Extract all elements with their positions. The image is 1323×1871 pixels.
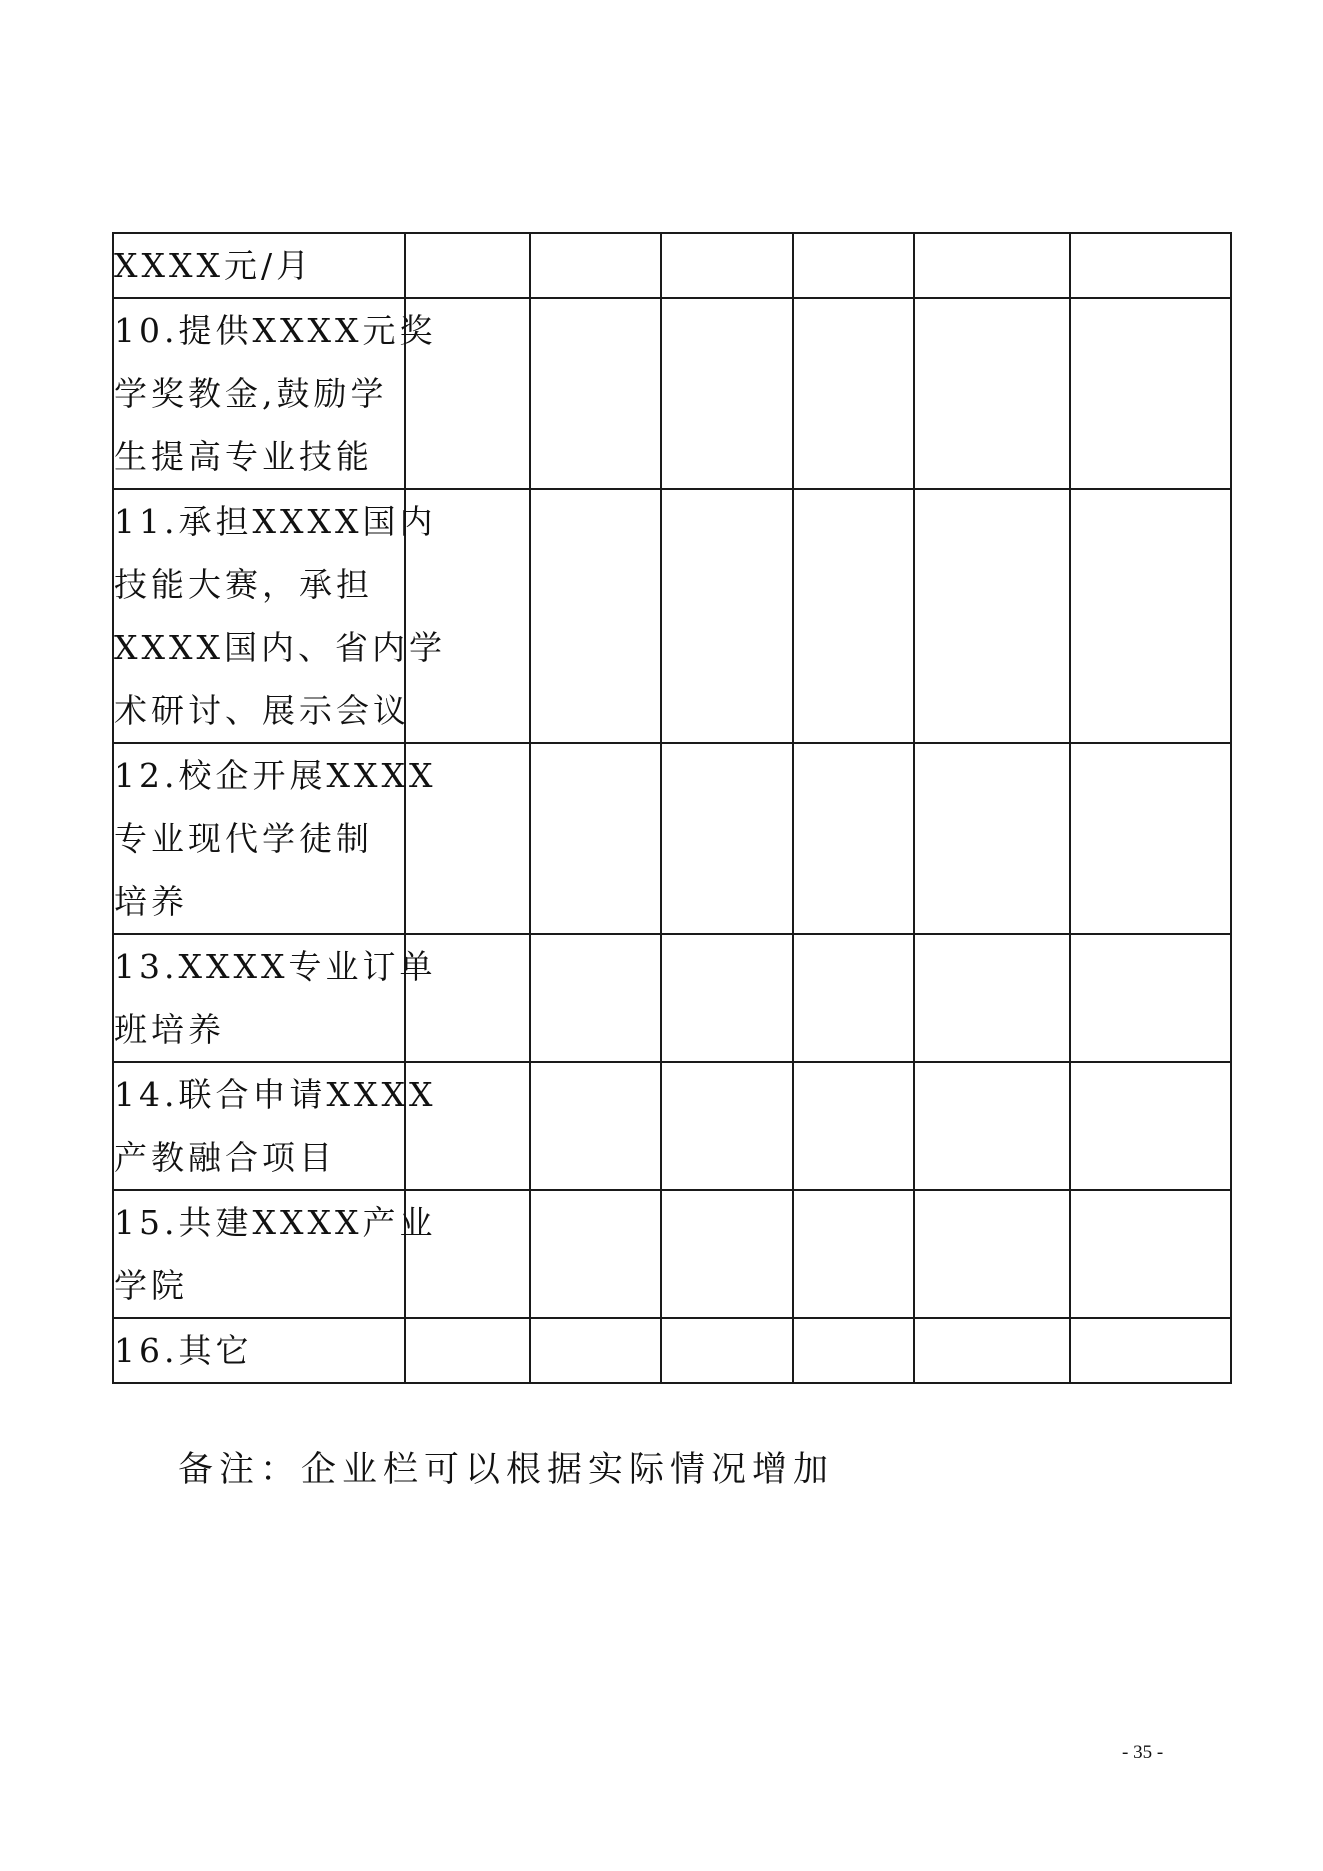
table-cell xyxy=(793,1318,914,1383)
table-row xyxy=(113,1062,1231,1190)
table-cell xyxy=(1070,743,1231,934)
row-label-line: 班培养 xyxy=(114,1010,225,1049)
row-label-line: 15.共建XXXX产业 xyxy=(114,1203,437,1242)
table-cell xyxy=(914,233,1070,298)
row-label-line: 技能大赛，承担 xyxy=(114,565,373,604)
row-label-line: 专业现代学徒制 xyxy=(114,819,373,858)
row-label-line: XXXX国内、省内学 xyxy=(114,628,446,667)
table-cell xyxy=(914,298,1070,489)
table-cell xyxy=(1070,934,1231,1062)
row-label-cell xyxy=(113,489,446,743)
table-cell xyxy=(793,298,914,489)
row-label-cell xyxy=(113,233,405,298)
row-label-cell xyxy=(113,298,437,489)
row-label-line: 培养 xyxy=(114,882,188,921)
table-cell xyxy=(661,1062,793,1190)
table-cell xyxy=(530,743,661,934)
row-label-line: 10.提供XXXX元奖 xyxy=(114,311,437,350)
table-cell xyxy=(914,1062,1070,1190)
row-label-line: 16.其它 xyxy=(114,1331,253,1370)
table-cell xyxy=(1070,489,1231,743)
row-label-cell xyxy=(113,1190,437,1318)
table-row xyxy=(113,233,1231,298)
table-cell xyxy=(914,489,1070,743)
table-cell xyxy=(530,1190,661,1318)
row-label-line: 14.联合申请XXXX xyxy=(114,1075,437,1114)
table-cell xyxy=(530,298,661,489)
table-cell xyxy=(914,1190,1070,1318)
table-cell xyxy=(914,934,1070,1062)
table-cell xyxy=(405,233,530,298)
row-label-cell xyxy=(113,743,437,934)
row-label-line: 12.校企开展XXXX xyxy=(114,756,437,795)
table-cell xyxy=(530,1318,661,1383)
row-label-line: 13.XXXX专业订单 xyxy=(114,947,437,986)
table-cell xyxy=(1070,1062,1231,1190)
table-cell xyxy=(793,1062,914,1190)
table-cell xyxy=(1070,1190,1231,1318)
row-label-line: XXXX元/月 xyxy=(114,246,314,285)
table-cell xyxy=(793,743,914,934)
table-cell xyxy=(1070,1318,1231,1383)
table-row xyxy=(113,743,1231,934)
row-label-line: 生提高专业技能 xyxy=(114,437,373,476)
row-label-line: 11.承担XXXX国内 xyxy=(114,502,437,541)
table-cell xyxy=(661,489,793,743)
table-cell xyxy=(661,1318,793,1383)
row-label-line: 学奖教金,鼓励学 xyxy=(114,374,388,413)
table-cell xyxy=(661,743,793,934)
table-cell xyxy=(793,489,914,743)
table-cell xyxy=(661,233,793,298)
table-row xyxy=(113,934,1231,1062)
table-cell xyxy=(530,934,661,1062)
table-row xyxy=(113,489,1231,743)
remark-note: 备注：企业栏可以根据实际情况增加 xyxy=(178,1450,835,1490)
row-label-line: 产教融合项目 xyxy=(114,1138,336,1177)
table-cell xyxy=(530,489,661,743)
row-label-line: 学院 xyxy=(114,1266,188,1305)
table-cell xyxy=(914,743,1070,934)
table-cell xyxy=(1070,233,1231,298)
table-cell xyxy=(793,934,914,1062)
table-cell xyxy=(661,298,793,489)
table-row xyxy=(113,1190,1231,1318)
table-cell xyxy=(661,934,793,1062)
row-label-line: 术研讨、展示会议 xyxy=(114,691,410,730)
table-cell xyxy=(793,233,914,298)
table-row xyxy=(113,298,1231,489)
table-cell xyxy=(530,1062,661,1190)
row-label-cell xyxy=(113,934,437,1062)
table-cell xyxy=(1070,298,1231,489)
table-cell xyxy=(530,233,661,298)
row-label-cell xyxy=(113,1062,437,1190)
table-cell xyxy=(914,1318,1070,1383)
table-cell xyxy=(793,1190,914,1318)
page-number: - 35 - xyxy=(1122,1742,1164,1763)
table-cell xyxy=(661,1190,793,1318)
row-label-cell xyxy=(113,1318,405,1383)
table-row xyxy=(113,1318,1231,1383)
cooperation-table xyxy=(112,232,1232,1384)
table-cell xyxy=(405,1318,530,1383)
